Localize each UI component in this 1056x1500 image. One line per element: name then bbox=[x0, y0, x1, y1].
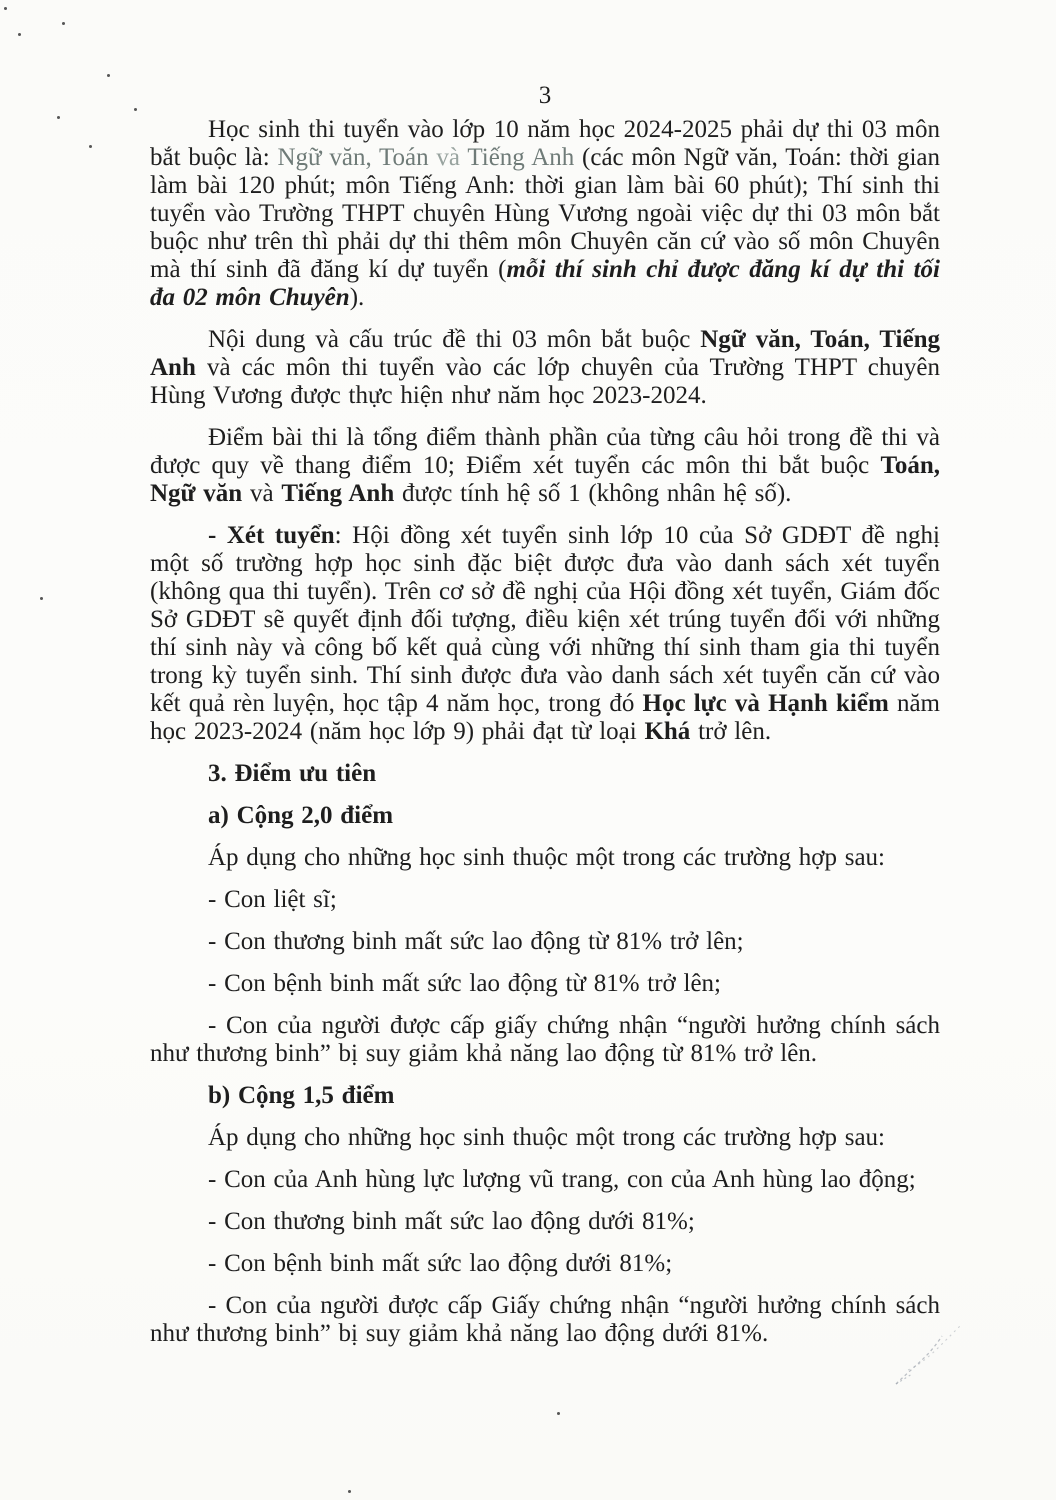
text-segment: - Con của Anh hùng lực lượng vũ trang, con của Anh hùng lao động; bbox=[208, 1166, 916, 1193]
text-segment: - Con của người được cấp Giấy chứng nhận “người hưởng chính sách như thương binh” bị suy giảm khả năng lao động dưới 81%. bbox=[150, 1292, 940, 1347]
text-segment: và bbox=[242, 480, 282, 507]
text-segment: Học lực và Hạnh kiểm bbox=[642, 690, 889, 717]
text-segment: - Con thương binh mất sức lao động dưới 81%; bbox=[208, 1208, 695, 1235]
text-segment: Áp dụng cho những học sinh thuộc một trong các trường hợp sau: bbox=[208, 844, 885, 871]
list-item bbox=[150, 1250, 940, 1278]
text-segment: mỗi thí sinh chỉ được đăng kí dự thi tối đa 02 môn Chuyên bbox=[150, 256, 940, 311]
scan-speckle bbox=[89, 145, 92, 148]
text-segment: Học sinh thi tuyển vào lớp 10 năm học 2024-2025 phải dự thi 03 môn bắt buộc là: bbox=[150, 116, 940, 171]
scan-speckle bbox=[134, 108, 137, 111]
list-item bbox=[150, 844, 940, 872]
text-segment: - Con liệt sĩ; bbox=[208, 886, 337, 913]
list-item bbox=[150, 1208, 940, 1236]
text-segment: - Con bệnh binh mất sức lao động dưới 81%; bbox=[208, 1250, 673, 1277]
text-segment: và bbox=[428, 144, 468, 171]
list-item bbox=[150, 970, 940, 998]
text-segment: - Con bệnh binh mất sức lao động từ 81% trở lên; bbox=[208, 970, 721, 997]
text-segment: b) Cộng 1,5 điểm bbox=[208, 1082, 395, 1109]
paragraph bbox=[150, 116, 940, 312]
text-segment: được tính hệ số 1 (không nhân hệ số). bbox=[394, 480, 792, 507]
text-segment: Áp dụng cho những học sinh thuộc một trong các trường hợp sau: bbox=[208, 1124, 885, 1151]
scan-speckle bbox=[557, 1412, 560, 1415]
scan-speckle bbox=[62, 22, 65, 25]
list-item bbox=[150, 886, 940, 914]
text-segment: 3. Điểm ưu tiên bbox=[208, 760, 377, 787]
heading bbox=[150, 1082, 940, 1110]
text-segment: (các môn Ngữ văn, Toán: thời gian làm bài 120 phút; môn Tiếng Anh: thời gian làm bài 60 phút); Thí sinh thi tuyển vào Trường THPT chuyên Hùng Vương ngoài việc dự thi 03 môn bắt buộc như trên thì phải dự thi thêm môn Chuyên căn cứ vào số môn Chuyên mà thí sinh đã đăng kí dự tuyển ( bbox=[150, 144, 940, 283]
scan-speckle bbox=[57, 116, 60, 119]
text-segment: - Xét tuyển bbox=[208, 522, 335, 549]
text-segment: : Hội đồng xét tuyển sinh lớp 10 của Sở GDĐT đề nghị một số trường hợp học sinh đặc biệt được đưa vào danh sách xét tuyển (không qua thi tuyển). Trên cơ sở đề nghị của Hội đồng xét tuyển, Giám đốc Sở GDĐT sẽ quyết định đối tượng, điều kiện xét trúng tuyển đối với những thí sinh này và công bố kết quả cùng với những thí sinh tham gia thi tuyển trong kỳ tuyển sinh. Thí sinh được đưa vào danh sách xét tuyển căn cứ vào kết quả rèn luyện, học tập 4 năm học, trong đó bbox=[150, 522, 940, 717]
list-item bbox=[150, 928, 940, 956]
page-number: 3 bbox=[538, 82, 552, 109]
text-segment: Tiếng Anh bbox=[467, 144, 575, 171]
text-segment: - Con thương binh mất sức lao động từ 81% trở lên; bbox=[208, 928, 744, 955]
text-segment: ). bbox=[349, 284, 365, 311]
heading bbox=[150, 760, 940, 788]
text-segment: Ngữ văn, Toán, Tiếng Anh bbox=[150, 326, 940, 381]
text-segment: năm học 2023-2024 (năm học lớp 9) phải đạt từ loại bbox=[150, 690, 940, 745]
scan-speckle bbox=[4, 7, 7, 10]
text-segment: Toán, Ngữ văn bbox=[150, 452, 940, 507]
heading bbox=[150, 802, 940, 830]
text-segment: - Con của người được cấp giấy chứng nhận “người hưởng chính sách như thương binh” bị suy giảm khả năng lao động từ 81% trở lên. bbox=[150, 1012, 940, 1067]
text-segment: Nội dung và cấu trúc đề thi 03 môn bắt buộc bbox=[208, 326, 701, 353]
paragraph bbox=[150, 1012, 940, 1068]
scan-speckle bbox=[107, 74, 110, 77]
paragraph bbox=[150, 326, 940, 410]
scan-speckle bbox=[40, 597, 43, 600]
paragraph bbox=[150, 1292, 940, 1348]
text-segment: Điểm bài thi là tổng điểm thành phần của từng câu hỏi trong đề thi và được quy về thang điểm 10; Điểm xét tuyển các môn thi bắt buộc bbox=[150, 424, 940, 479]
scan-speckle bbox=[18, 33, 21, 36]
text-segment: Ngữ văn, Toán bbox=[277, 144, 429, 171]
paragraph bbox=[150, 522, 940, 746]
list-item bbox=[150, 1124, 940, 1152]
text-segment: trở lên. bbox=[690, 718, 772, 745]
paragraph bbox=[150, 424, 940, 508]
pen-mark bbox=[878, 1308, 988, 1398]
text-segment: và các môn thi tuyển vào các lớp chuyên của Trường THPT chuyên Hùng Vương được thực hiện như năm học 2023-2024. bbox=[150, 354, 940, 409]
scan-speckle bbox=[348, 1490, 351, 1493]
text-segment: Khá bbox=[644, 718, 691, 745]
list-item bbox=[150, 1166, 940, 1194]
text-segment: a) Cộng 2,0 điểm bbox=[208, 802, 394, 829]
document-body bbox=[150, 116, 940, 1362]
text-segment: Tiếng Anh bbox=[281, 480, 395, 507]
